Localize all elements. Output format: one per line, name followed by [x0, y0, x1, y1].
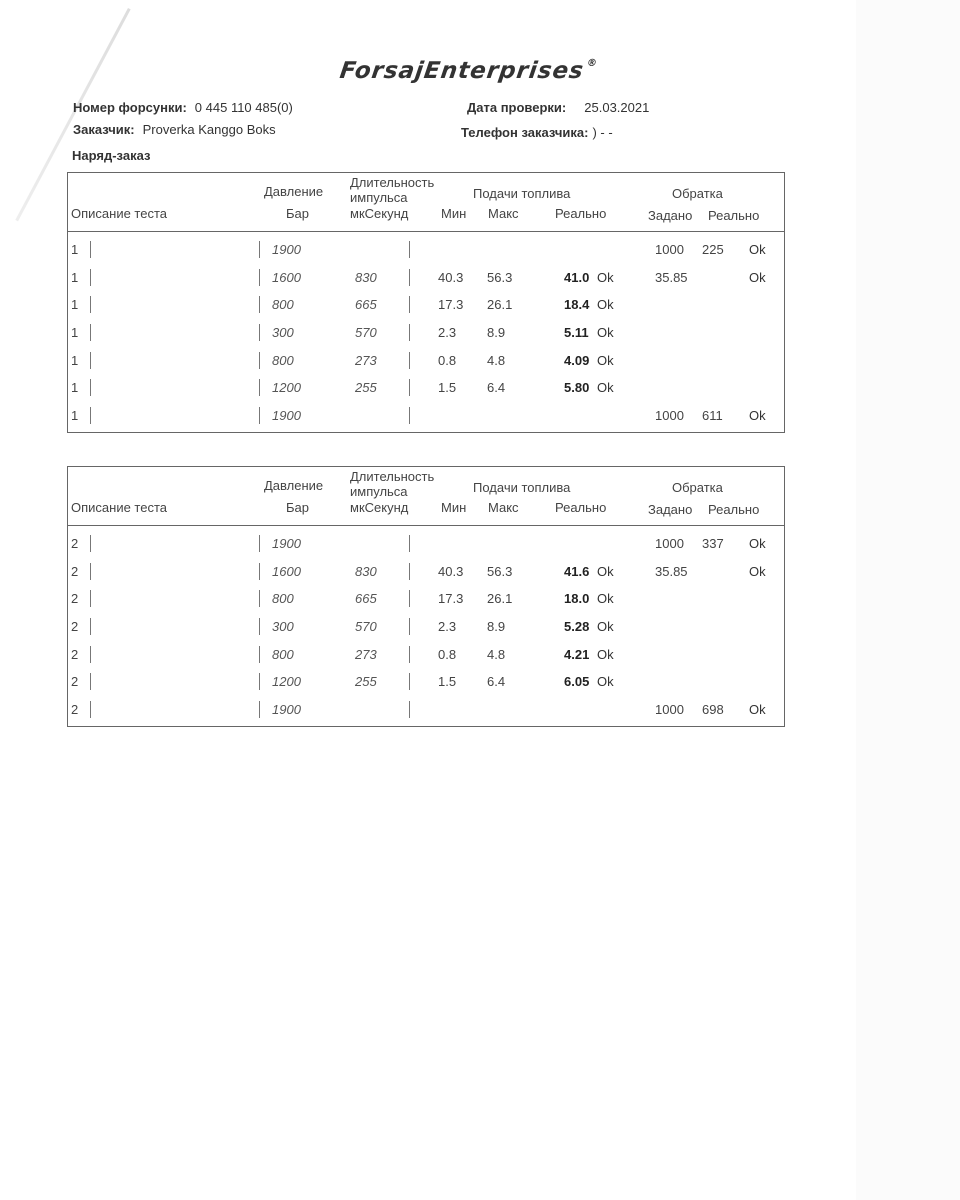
customer: [73, 122, 276, 137]
cell-divider-mark: [259, 590, 260, 607]
work-order-label: Наряд-заказ: [72, 148, 151, 163]
header-duration-2: импульса: [350, 484, 408, 499]
max-cell: 6.4: [487, 380, 506, 396]
header-real: Реально: [555, 206, 607, 221]
cell-divider-mark: [90, 673, 91, 690]
table-row: [68, 613, 784, 641]
table-row: [68, 236, 784, 264]
test-cell: 2: [71, 563, 79, 579]
header-test-description: Описание теста: [71, 206, 168, 221]
cell-divider-mark: [259, 535, 260, 552]
date-value: 25.03.2021: [584, 100, 650, 115]
duration-cell: 665: [355, 591, 377, 607]
company-logo: [338, 58, 599, 84]
real-cell: 5.80: [564, 380, 590, 396]
max-cell: 8.9: [487, 325, 506, 341]
real-ok-cell: Ok: [597, 646, 614, 662]
header-min: Мин: [441, 500, 467, 515]
header-pressure: Давление: [264, 478, 324, 493]
header-duration-2: импульса: [350, 190, 408, 205]
min-cell: 40.3: [438, 563, 464, 579]
min-cell: 0.8: [438, 352, 457, 368]
cell-divider-mark: [259, 269, 260, 286]
return-set-cell: 1000: [655, 536, 684, 551]
cell-divider-mark: [409, 563, 410, 580]
test-table-2: [67, 466, 785, 727]
table-row: [68, 585, 784, 613]
table-row: [68, 347, 784, 375]
test-cell: 2: [71, 591, 79, 607]
cell-divider-mark: [90, 269, 91, 286]
real-ok-cell: Ok: [597, 380, 614, 396]
header-return-set: Задано: [648, 502, 693, 517]
table-header: [68, 467, 784, 526]
min-cell: 1.5: [438, 674, 457, 690]
cell-divider-mark: [409, 646, 410, 663]
test-cell: 1: [71, 242, 79, 257]
table-row: [68, 668, 784, 696]
cell-divider-mark: [90, 590, 91, 607]
min-cell: 0.8: [438, 646, 457, 662]
duration-cell: 830: [355, 269, 377, 285]
cell-divider-mark: [409, 352, 410, 369]
real-cell: 5.28: [564, 619, 590, 635]
max-cell: 4.8: [487, 352, 506, 368]
cell-divider-mark: [409, 379, 410, 396]
return-ok-cell: Ok: [749, 536, 766, 551]
real-cell: 4.09: [564, 352, 590, 368]
max-cell: 8.9: [487, 619, 506, 635]
test-cell: 1: [71, 269, 79, 285]
cell-divider-mark: [259, 618, 260, 635]
cell-divider-mark: [259, 407, 260, 424]
customer-phone: [461, 125, 613, 140]
logo-text: ForsajEnterprises: [338, 58, 586, 84]
cell-divider-mark: [90, 535, 91, 552]
header-max: Макс: [488, 500, 519, 515]
cell-divider-mark: [259, 241, 260, 258]
max-cell: 4.8: [487, 646, 506, 662]
cell-divider-mark: [259, 563, 260, 580]
pressure-cell: 1900: [272, 408, 301, 424]
header-duration: Длительность: [350, 175, 435, 190]
table-row: [68, 291, 784, 319]
test-table-1: [67, 172, 785, 433]
test-cell: 1: [71, 352, 79, 368]
real-cell: 41.6: [564, 563, 590, 579]
return-set-cell: 35.85: [655, 269, 688, 285]
return-real-cell: 225: [702, 242, 724, 257]
cell-divider-mark: [259, 379, 260, 396]
header-return-real: Реально: [708, 502, 760, 517]
real-ok-cell: Ok: [597, 674, 614, 690]
min-cell: 40.3: [438, 269, 464, 285]
injector-number: [73, 100, 293, 115]
max-cell: 26.1: [487, 591, 513, 607]
cell-divider-mark: [90, 563, 91, 580]
pressure-cell: 800: [272, 591, 294, 607]
pressure-cell: 1600: [272, 563, 301, 579]
cell-divider-mark: [259, 646, 260, 663]
cell-divider-mark: [259, 324, 260, 341]
return-set-cell: 1000: [655, 242, 684, 257]
duration-cell: 830: [355, 563, 377, 579]
cell-divider-mark: [90, 296, 91, 313]
cell-divider-mark: [90, 701, 91, 718]
duration-cell: 255: [355, 674, 377, 690]
test-cell: 1: [71, 408, 79, 424]
table-row: [68, 319, 784, 347]
header-duration-unit: мкСекунд: [350, 206, 409, 221]
pressure-cell: 800: [272, 646, 294, 662]
real-ok-cell: Ok: [597, 297, 614, 313]
real-cell: 41.0: [564, 269, 590, 285]
pressure-cell: 1900: [272, 242, 301, 257]
cell-divider-mark: [90, 324, 91, 341]
real-ok-cell: Ok: [597, 619, 614, 635]
duration-cell: 665: [355, 297, 377, 313]
pressure-cell: 1900: [272, 536, 301, 551]
test-cell: 1: [71, 297, 79, 313]
pressure-cell: 800: [272, 297, 294, 313]
return-ok-cell: Ok: [749, 702, 766, 718]
header-duration: Длительность: [350, 469, 435, 484]
table-row: [68, 641, 784, 669]
cell-divider-mark: [409, 701, 410, 718]
real-ok-cell: Ok: [597, 325, 614, 341]
return-set-cell: 35.85: [655, 563, 688, 579]
cell-divider-mark: [90, 352, 91, 369]
return-real-cell: 611: [702, 408, 723, 424]
min-cell: 1.5: [438, 380, 457, 396]
phone-label: Телефон заказчика:: [461, 125, 589, 140]
pressure-cell: 300: [272, 325, 294, 341]
customer-label: Заказчик:: [73, 122, 135, 137]
min-cell: 17.3: [438, 297, 464, 313]
real-cell: 5.11: [564, 325, 589, 341]
pressure-cell: 1200: [272, 380, 301, 396]
table-row: [68, 402, 784, 430]
real-cell: 18.4: [564, 297, 590, 313]
registered-mark: ®: [586, 58, 599, 69]
real-ok-cell: Ok: [597, 269, 614, 285]
max-cell: 6.4: [487, 674, 506, 690]
pressure-cell: 1600: [272, 269, 301, 285]
header-return-real: Реально: [708, 208, 760, 223]
header-pressure: Давление: [264, 184, 324, 199]
real-ok-cell: Ok: [597, 563, 614, 579]
cell-divider-mark: [259, 296, 260, 313]
pressure-cell: 800: [272, 352, 294, 368]
header-max: Макс: [488, 206, 519, 221]
real-ok-cell: Ok: [597, 352, 614, 368]
table-header: [68, 173, 784, 232]
cell-divider-mark: [90, 407, 91, 424]
return-real-cell: 337: [702, 536, 724, 551]
scan-shadow: [856, 0, 960, 1200]
real-cell: 6.05: [564, 674, 590, 690]
cell-divider-mark: [259, 352, 260, 369]
return-ok-cell: Ok: [749, 269, 766, 285]
return-ok-cell: Ok: [749, 408, 766, 424]
header-fuel-delivery: Подачи топлива: [473, 186, 571, 201]
duration-cell: 273: [355, 352, 377, 368]
cell-divider-mark: [409, 324, 410, 341]
cell-divider-mark: [409, 241, 410, 258]
cell-divider-mark: [409, 269, 410, 286]
real-cell: 4.21: [564, 646, 590, 662]
header-test-description: Описание теста: [71, 500, 168, 515]
max-cell: 26.1: [487, 297, 513, 313]
real-ok-cell: Ok: [597, 591, 614, 607]
injector-value: 0 445 110 485(0): [194, 100, 293, 115]
test-cell: 1: [71, 325, 79, 341]
header-pressure-unit: Бар: [286, 206, 309, 221]
table-body: [68, 526, 784, 726]
return-real-cell: 698: [702, 702, 724, 718]
cell-divider-mark: [90, 241, 91, 258]
min-cell: 17.3: [438, 591, 464, 607]
cell-divider-mark: [90, 646, 91, 663]
duration-cell: 273: [355, 646, 377, 662]
min-cell: 2.3: [438, 619, 457, 635]
duration-cell: 570: [355, 325, 377, 341]
test-cell: 2: [71, 702, 79, 718]
test-cell: 2: [71, 646, 79, 662]
header-duration-unit: мкСекунд: [350, 500, 409, 515]
test-cell: 2: [71, 619, 79, 635]
cell-divider-mark: [409, 673, 410, 690]
cell-divider-mark: [409, 535, 410, 552]
date-label: Дата проверки:: [467, 100, 567, 115]
pressure-cell: 1200: [272, 674, 301, 690]
header-return: Обратка: [672, 480, 723, 495]
cell-divider-mark: [409, 296, 410, 313]
cell-divider-mark: [409, 407, 410, 424]
cell-divider-mark: [259, 673, 260, 690]
header-min: Мин: [441, 206, 467, 221]
return-set-cell: 1000: [655, 408, 684, 424]
test-cell: 2: [71, 536, 79, 551]
injector-label: Номер форсунки:: [73, 100, 187, 115]
table-row: [68, 374, 784, 402]
table-body: [68, 232, 784, 432]
real-cell: 18.0: [564, 591, 590, 607]
cell-divider-mark: [259, 701, 260, 718]
test-cell: 1: [71, 380, 79, 396]
min-cell: 2.3: [438, 325, 457, 341]
return-ok-cell: Ok: [749, 242, 766, 257]
customer-value: Proverka Kanggo Boks: [142, 122, 276, 137]
pressure-cell: 300: [272, 619, 294, 635]
return-set-cell: 1000: [655, 702, 684, 718]
table-row: [68, 264, 784, 292]
cell-divider-mark: [90, 379, 91, 396]
cell-divider-mark: [90, 618, 91, 635]
table-row: [68, 696, 784, 724]
return-ok-cell: Ok: [749, 563, 766, 579]
test-cell: 2: [71, 674, 79, 690]
table-row: [68, 530, 784, 558]
check-date: [467, 100, 649, 115]
max-cell: 56.3: [487, 269, 513, 285]
phone-value: ) - -: [592, 125, 613, 140]
cell-divider-mark: [409, 590, 410, 607]
duration-cell: 570: [355, 619, 377, 635]
max-cell: 56.3: [487, 563, 513, 579]
table-row: [68, 558, 784, 586]
header-fuel-delivery: Подачи топлива: [473, 480, 571, 495]
duration-cell: 255: [355, 380, 377, 396]
header-return-set: Задано: [648, 208, 693, 223]
cell-divider-mark: [409, 618, 410, 635]
header-return: Обратка: [672, 186, 723, 201]
pressure-cell: 1900: [272, 702, 301, 718]
header-real: Реально: [555, 500, 607, 515]
header-pressure-unit: Бар: [286, 500, 309, 515]
